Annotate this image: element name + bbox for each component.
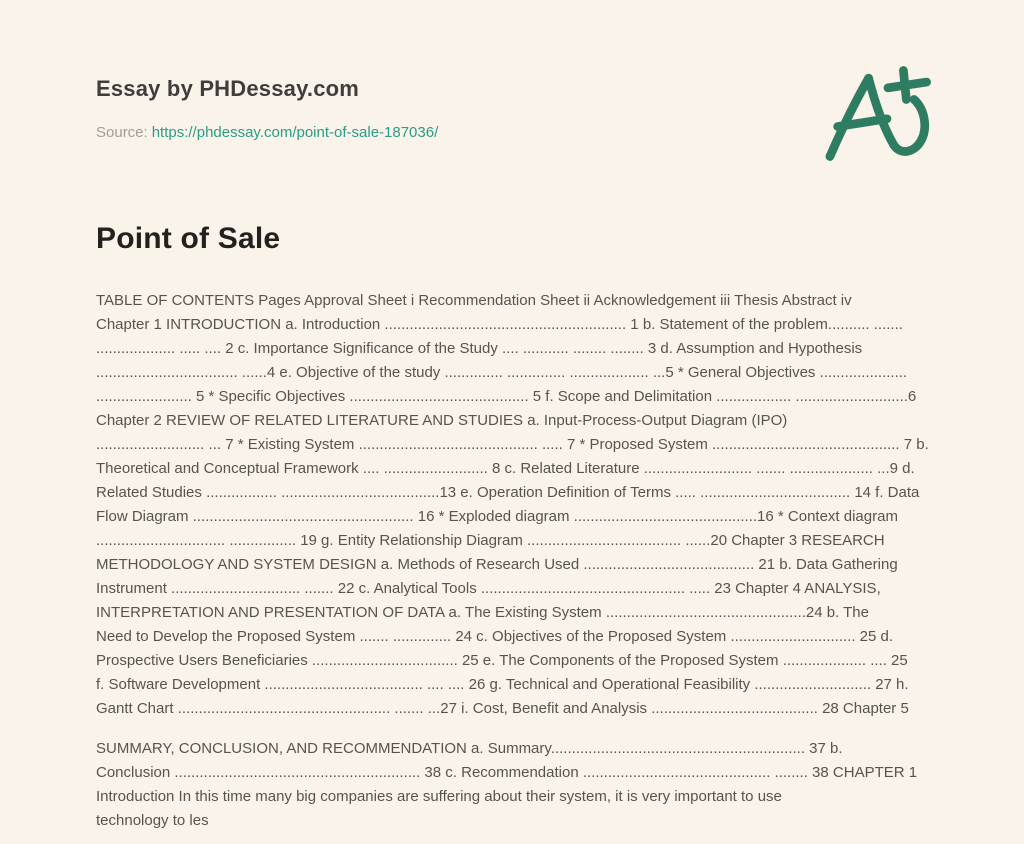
text-line: Conclusion ........................................................... 38 c. Recommendation ............................................. ........ 38 CHAPTER 1	[96, 764, 918, 781]
source-label: Source:	[96, 124, 148, 141]
text-line: Need to Develop the Proposed System ....... .............. 24 c. Objectives of the Proposed System .............................. 25 d.	[96, 628, 894, 645]
text-line: .......................... ... 7 * Existing System ........................................... ..... 7 * Proposed System ............................................. 7 b.	[96, 436, 929, 453]
text-line: Prospective Users Beneficiaries ................................... 25 e. The Components of the Proposed System .................... .... 25	[96, 652, 908, 669]
text-line: Introduction In this time many big companies are suffering about their system, it is very important to use	[96, 788, 782, 805]
text-line: Chapter 1 INTRODUCTION a. Introduction .......................................................... 1 b. Statement of the problem.......... .......	[96, 316, 903, 333]
text-line: Gantt Chart ................................................... ....... ...27 i. Cost, Benefit and Analysis ........................................ 28 Chapter 5	[96, 700, 909, 717]
text-line: .................................. ......4 e. Objective of the study .............. .............. ................... ...5 * General Objectives .....................	[96, 364, 908, 381]
text-line: Instrument ............................... ....... 22 c. Analytical Tools ................................................. ..... 23 Chapter 4 ANALYSIS,	[96, 580, 881, 597]
text-line: technology to les	[96, 812, 209, 829]
text-line: SUMMARY, CONCLUSION, AND RECOMMENDATION a. Summary............................................................. 37 b.	[96, 740, 843, 757]
text-line: INTERPRETATION AND PRESENTATION OF DATA a. The Existing System ................................................24 b. The	[96, 604, 869, 621]
page-header-title: Essay by PHDessay.com	[96, 76, 360, 101]
source-row	[96, 124, 438, 141]
source-url-link[interactable]: https://phdessay.com/point-of-sale-187036/	[151, 124, 439, 141]
a-plus-logo-icon	[812, 54, 960, 172]
summary-paragraph	[96, 737, 938, 833]
text-line: Flow Diagram ..................................................... 16 * Exploded diagram ............................................16 * Context diagram	[96, 508, 898, 525]
text-line: TABLE OF CONTENTS Pages Approval Sheet i Recommendation Sheet ii Acknowledgement iii Thesis Abstract iv	[96, 292, 852, 309]
text-line: ....................... 5 * Specific Objectives ........................................... 5 f. Scope and Delimitation .................. ...........................6	[96, 388, 917, 405]
text-line: ............................... ................ 19 g. Entity Relationship Diagram ..................................... ......20 Chapter 3 RESEARCH	[96, 532, 885, 549]
text-line: Related Studies ................. ......................................13 e. Operation Definition of Terms ..... .................................... 14 f. Data	[96, 484, 920, 501]
text-line: Chapter 2 REVIEW OF RELATED LITERATURE AND STUDIES a. Input-Process-Output Diagram (IPO)	[96, 412, 788, 429]
text-line: Theoretical and Conceptual Framework .... ......................... 8 c. Related Literature .......................... ....... .................... ...9 d.	[96, 460, 915, 477]
table-of-contents-paragraph	[96, 289, 938, 721]
document-title: Point of Sale	[96, 222, 281, 255]
text-line: METHODOLOGY AND SYSTEM DESIGN a. Methods of Research Used ......................................... 21 b. Data Gathering	[96, 556, 898, 573]
text-line: f. Software Development ...................................... .... .... 26 g. Technical and Operational Feasibility ............................ 27 h.	[96, 676, 909, 693]
text-line: ................... ..... .... 2 c. Importance Significance of the Study .... ........... ........ ........ 3 d. Assumption and Hypothesis	[96, 340, 863, 357]
